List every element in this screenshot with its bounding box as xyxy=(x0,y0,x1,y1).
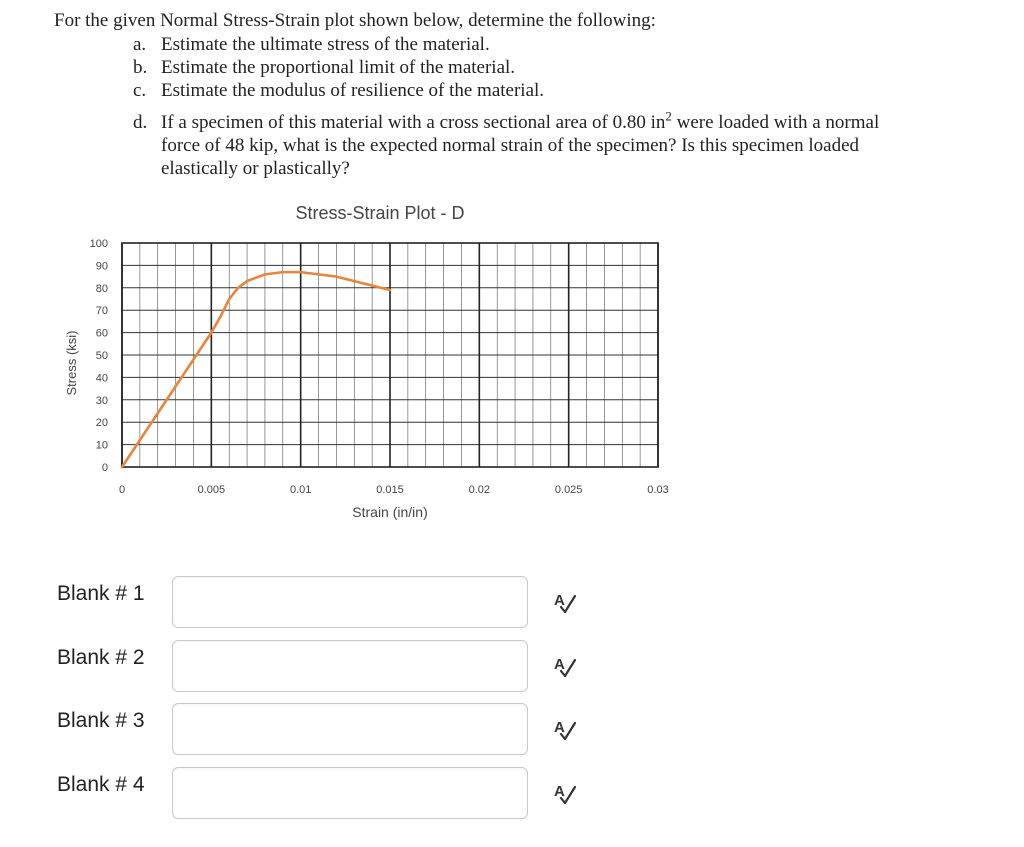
svg-text:A: A xyxy=(554,783,565,800)
y-tick-label: 0 xyxy=(101,462,108,474)
blank-label-3: Blank # 3 xyxy=(57,709,145,732)
blank-label-1: Blank # 1 xyxy=(57,582,145,605)
blank-label-4: Blank # 4 xyxy=(57,773,145,796)
x-tick-label: 0.03 xyxy=(647,484,669,496)
blank-input-4[interactable] xyxy=(172,767,528,819)
stress-strain-chart xyxy=(0,195,720,535)
spellcheck-icon[interactable] xyxy=(552,654,578,680)
series-group xyxy=(122,272,390,467)
blank-input-1[interactable] xyxy=(172,576,528,628)
y-tick-label: 70 xyxy=(95,305,108,318)
svg-text:A: A xyxy=(554,656,565,673)
blank-row-3 xyxy=(0,703,1024,759)
y-tick-label: 30 xyxy=(95,394,108,407)
question-item-b: b. Estimate the proportional limit of the material. xyxy=(133,57,516,78)
x-axis-ticks xyxy=(119,484,669,496)
blank-label-2: Blank # 2 xyxy=(57,646,145,669)
series-line xyxy=(122,272,390,467)
spellcheck-icon[interactable] xyxy=(552,590,578,616)
x-axis-label: Strain (in/in) xyxy=(352,504,428,520)
chart-title: Stress-Strain Plot - D xyxy=(295,203,465,223)
x-tick-label: 0.015 xyxy=(376,484,404,496)
svg-text:A: A xyxy=(554,592,565,609)
y-axis-ticks xyxy=(90,238,108,474)
x-tick-label: 0.005 xyxy=(197,484,226,496)
y-tick-label: 20 xyxy=(95,417,108,430)
blank-row-2 xyxy=(0,640,1024,696)
x-tick-label: 0.02 xyxy=(468,484,491,496)
x-tick-label: 0 xyxy=(118,484,126,496)
y-tick-label: 10 xyxy=(95,439,108,452)
question-item-a: a. Estimate the ultimate stress of the material. xyxy=(133,34,490,55)
blank-input-2[interactable] xyxy=(172,640,528,692)
blank-row-4 xyxy=(0,767,1024,823)
y-tick-label: 80 xyxy=(95,282,108,295)
y-axis-label: Stress (ksi) xyxy=(64,330,79,396)
spellcheck-icon[interactable] xyxy=(552,781,578,807)
grid-major xyxy=(122,243,658,467)
question-item-d: d. If a specimen of this material with a cross sectional area of 0.80 $in^2$ were loaded with a normal force of 48 kip, what is the expected normal strain of the specimen? Is this specimen loaded elastically or plastically? xyxy=(133,108,880,179)
y-tick-label: 100 xyxy=(89,238,108,250)
question-intro: For the given Normal Stress-Strain plot shown below, determine the following: xyxy=(54,10,656,31)
y-tick-label: 50 xyxy=(95,350,108,362)
y-tick-label: 40 xyxy=(95,372,108,385)
blank-row-1 xyxy=(0,576,1024,632)
question-item-c: c. Estimate the modulus of resilience of the material. xyxy=(133,80,545,101)
blank-input-3[interactable] xyxy=(172,703,528,755)
x-tick-label: 0.025 xyxy=(554,484,583,496)
y-tick-label: 60 xyxy=(95,327,108,340)
question-list xyxy=(133,33,544,102)
y-tick-label: 90 xyxy=(95,260,108,273)
spellcheck-icon[interactable] xyxy=(552,717,578,743)
svg-text:A: A xyxy=(554,719,565,736)
x-tick-label: 0.01 xyxy=(289,484,312,496)
